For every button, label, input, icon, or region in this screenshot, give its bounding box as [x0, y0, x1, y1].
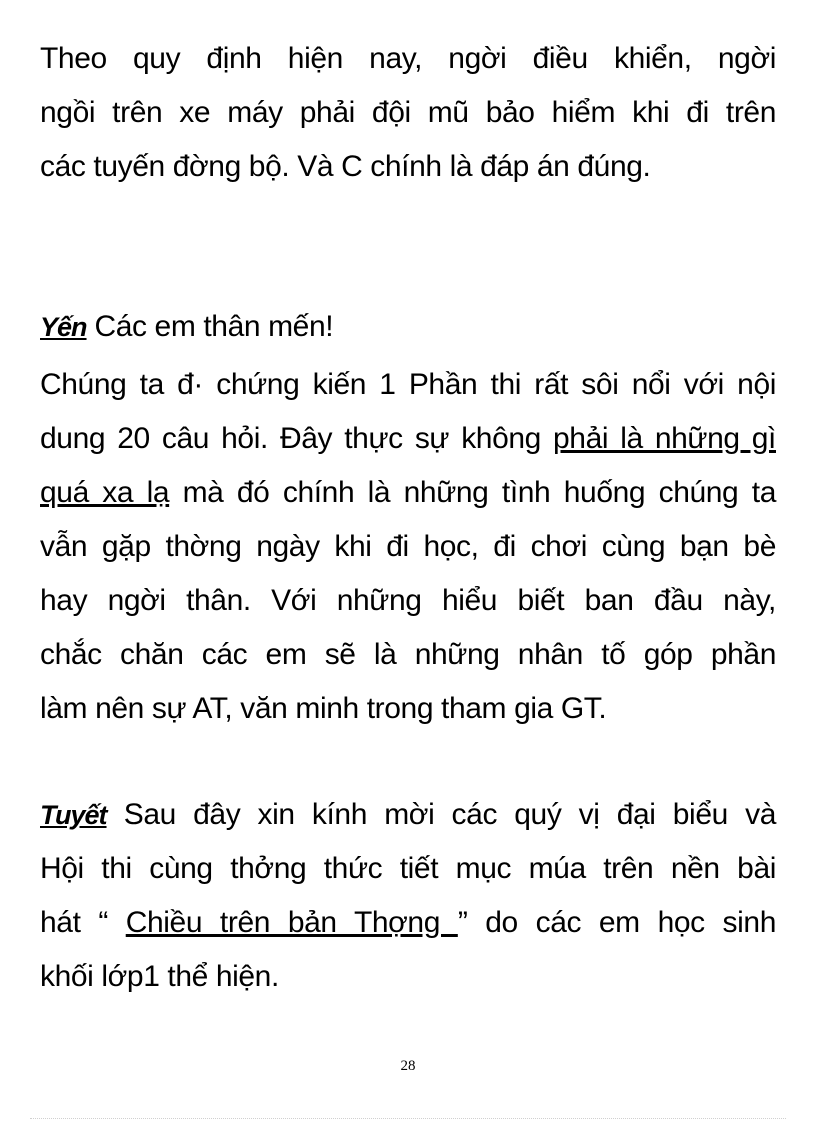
paragraph-2	[40, 300, 776, 354]
paragraph-3	[40, 358, 776, 736]
footer-divider	[30, 1118, 786, 1119]
text-line	[40, 788, 776, 842]
underlined-text: phải là những gì	[553, 422, 776, 455]
text-segment: ” do các em học sinh	[457, 906, 776, 939]
text-segment: Sau đây xin kính mời các quý vị đại biểu và	[106, 798, 776, 831]
text-line	[40, 466, 776, 520]
text-segment: dung 20 câu hỏi. Đây thực sự không	[40, 422, 554, 455]
text-line: vẫn gặp thờng ngày khi đi học, đi chơi cùng bạn bè	[40, 530, 776, 563]
text-line: các tuyến đờng bộ. Và C chính là đáp án đúng.	[40, 150, 651, 183]
text-segment: hát “	[40, 906, 126, 939]
text-line: chắc chăn các em sẽ là những nhân tố góp phần	[40, 638, 776, 671]
text-line: Chúng ta đ· chứng kiến 1 Phần thi rất sôi nổi với nội	[40, 368, 776, 401]
paragraph-4	[40, 788, 776, 1004]
text-line: khối lớp1 thể hiện.	[40, 960, 279, 993]
text-line	[40, 300, 776, 354]
underlined-text: quá xa lạ	[40, 476, 170, 509]
page-number: 28	[400, 1058, 416, 1074]
text-line	[40, 896, 776, 950]
paragraph-1	[40, 32, 776, 194]
speaker-name: Yến	[40, 312, 87, 342]
text-line: làm nên sự AT, văn minh trong tham gia GT.	[40, 692, 607, 725]
speaker-name: Tuyết	[40, 800, 107, 830]
song-title: Chiều trên bản Thợng	[125, 906, 458, 939]
text-line: Hội thi cùng thởng thức tiết mục múa trên nền bài	[40, 852, 776, 885]
text-line: ngồi trên xe máy phải đội mũ bảo hiểm khi đi trên	[40, 96, 776, 129]
text-line	[40, 412, 776, 466]
text-line: hay ngời thân. Với những hiểu biết ban đầu này,	[40, 584, 776, 617]
text-segment: mà đó chính là những tình huống chúng ta	[169, 476, 776, 509]
text-line: Theo quy định hiện nay, ngời điều khiển, ngời	[40, 42, 776, 75]
speaker-greeting: Các em thân mến!	[86, 310, 334, 343]
